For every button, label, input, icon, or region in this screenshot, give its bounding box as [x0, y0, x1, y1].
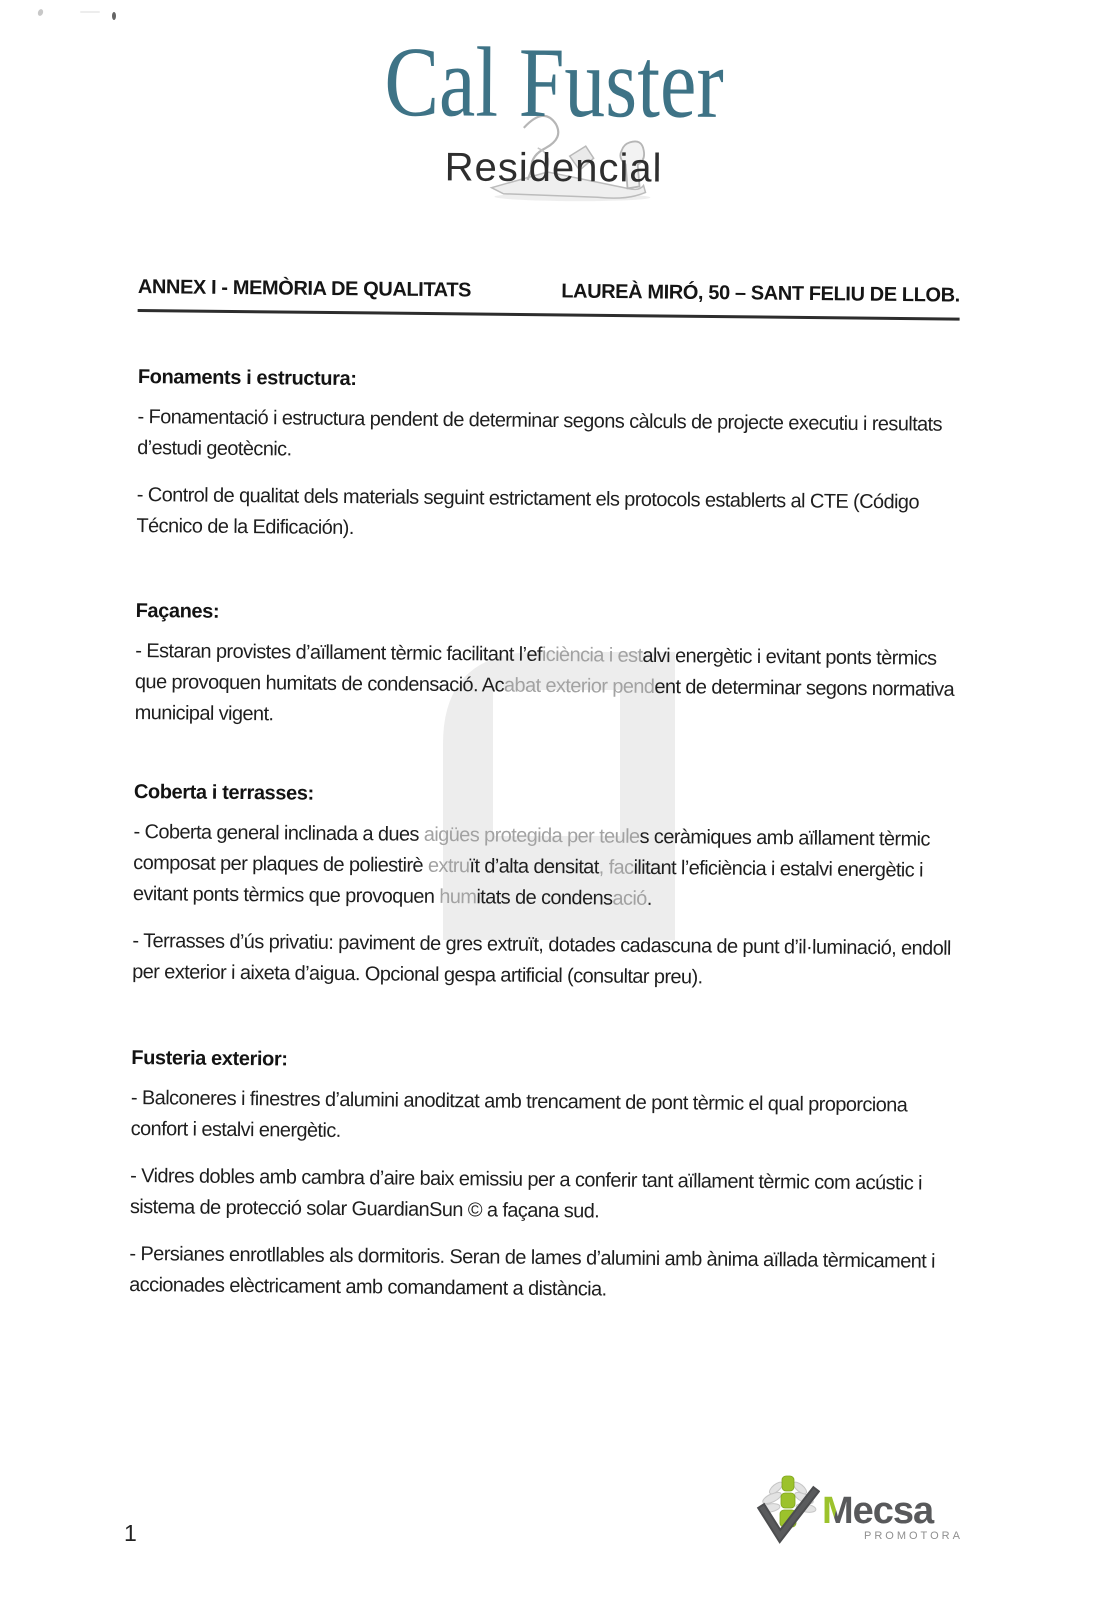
document-header [138, 276, 960, 321]
logo-subtitle: Residencial [444, 145, 663, 191]
mecsa-wordmark [822, 1490, 933, 1533]
mecsa-logo [756, 1472, 963, 1556]
paragraph: - Terrasses d’ús privatiu: paviment de gres extruït, dotades cadascuna de punt d’il·luminació, endoll per exterior i aixeta d’aigua. Opcional gespa artificial (consultar preu). [132, 929, 951, 989]
section-fusteria-exterior [129, 1047, 955, 1309]
paragraph: - Vidres dobles amb cambra d’aire baix emissiu per a conferir tant aïllament tèrmic com acústic i sistema de protecció solar GuardianSun © a façana sud. [129, 1164, 923, 1223]
paragraph: - Control de qualitat dels materials seguint estrictament els protocols establerts al CTE (Código Técnico de la Edificación). [136, 483, 920, 540]
mecsa-tagline: PROMOTORA [864, 1530, 963, 1542]
section-heading: Fonaments i estructura: [137, 366, 357, 391]
section-coberta-terrasses [132, 781, 958, 996]
brand-logo [0, 0, 1108, 194]
section-facanes [135, 600, 960, 737]
section-heading: Coberta i terrasses: [133, 780, 314, 805]
section-fonaments [136, 366, 962, 550]
document-address: LAUREÀ MIRÓ, 50 – SANT FELIU DE LLOB. [561, 280, 960, 307]
logo-title: Cal Fuster [384, 26, 725, 139]
section-heading: Fusteria exterior: [131, 1046, 288, 1071]
paragraph: - Persianes enrotllables als dormitoris. Seran de lames d’alumini amb ànima aïllada tèrmicament i accionades elèctricament amb comandament a distància. [129, 1242, 936, 1301]
document-title: ANNEX I - MEMÒRIA DE QUALITATS [137, 276, 472, 302]
paragraph: - Estaran provistes d’aïllament tèrmic facilitant l’eficiència i estalvi energètic i evitant ponts tèrmics que provoquen humitats de condensació. Acabat exterior pendent de determinar segons normativa municipal vigent. [134, 639, 955, 726]
paragraph: - Coberta general inclinada a dues aigües protegida per teules ceràmiques amb aïllament tèrmic composat per plaques de poliestirè extruït d’alta densitat, facilitant l’eficiència i estalvi energètic i evitant ponts tèrmics que provoquen humitats de condensació. [132, 820, 930, 910]
paragraph: - Balconeres i finestres d’alumini anoditzat amb trencament de pont tèrmic el qual proporciona confort i estalvi energètic. [130, 1086, 908, 1142]
page-number: 1 [124, 1520, 137, 1546]
section-heading: Façanes: [135, 599, 220, 623]
mecsa-rest: ecsa [852, 1490, 934, 1532]
mecsa-icon [756, 1472, 820, 1546]
document-body [129, 366, 962, 1325]
mecsa-initial: M [822, 1490, 853, 1532]
paragraph: - Fonamentació i estructura pendent de determinar segons càlculs de projecte executiu i resultats d’estudi geotècnic. [137, 405, 943, 461]
